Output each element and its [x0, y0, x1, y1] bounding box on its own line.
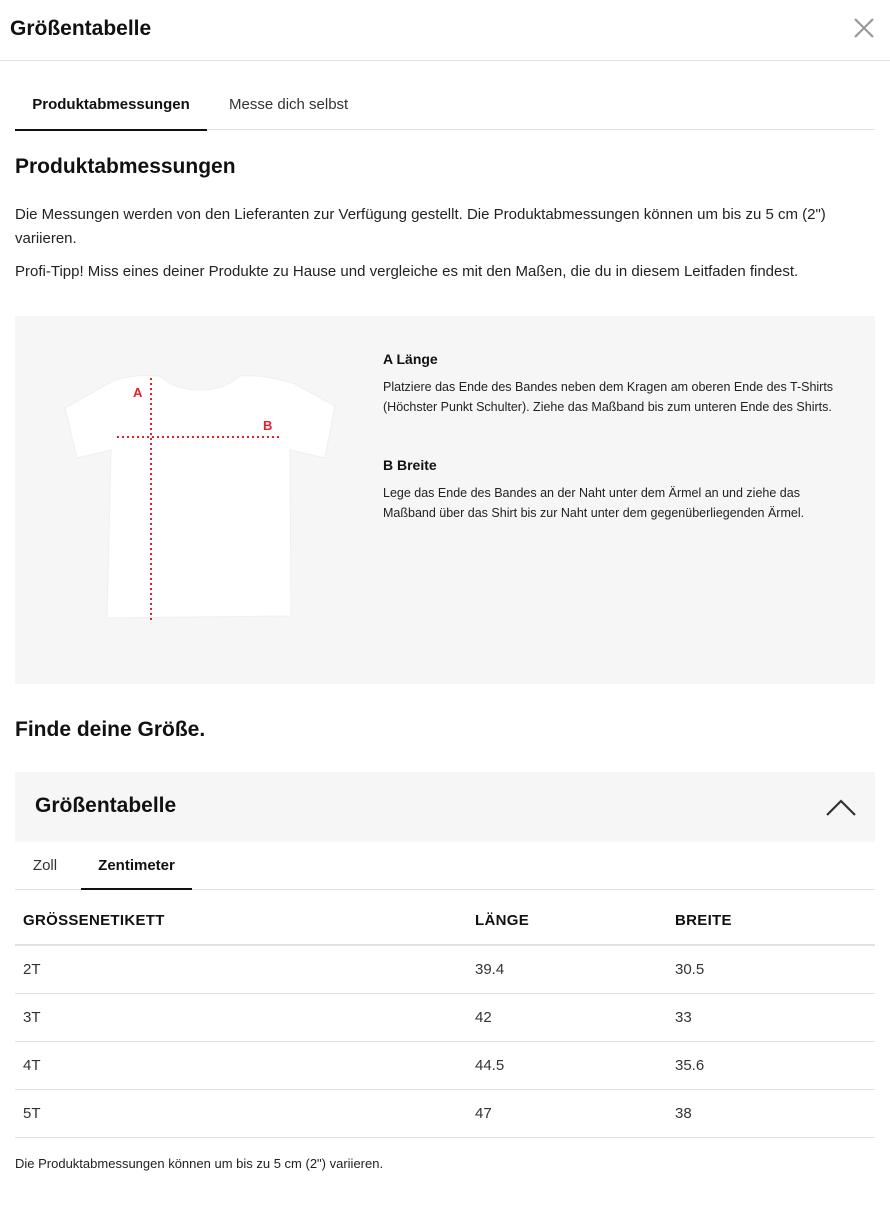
intro-paragraph: Die Messungen werden von den Lieferanten zur Verfügung gestellt. Die Produktabmessungen können um bis zu 5 cm (2") variieren. [15, 206, 826, 247]
header-length: LÄNGE [467, 896, 667, 945]
tab-produktabmessungen[interactable]: Produktabmessungen [15, 85, 207, 131]
table-row [15, 1090, 875, 1138]
measurement-illustration [15, 316, 875, 684]
tab-messe-dich-selbst[interactable]: Messe dich selbst [229, 96, 349, 113]
table-row [15, 945, 875, 994]
tip-paragraph: Profi-Tipp! Miss eines deiner Produkte zu Hause und vergleiche es mit den Maßen, die du in diesem Leitfaden findest. [15, 263, 799, 280]
cell-size: 4T [15, 1042, 467, 1090]
tshirt-diagram [55, 366, 345, 636]
measurement-a-title: A Länge [383, 351, 438, 367]
size-table [15, 896, 875, 1138]
modal-header [0, 0, 890, 61]
cell-width: 30.5 [667, 945, 875, 994]
measurement-a [383, 351, 853, 417]
cell-size: 2T [15, 945, 467, 994]
unit-tabs [15, 843, 875, 890]
cell-size: 5T [15, 1090, 467, 1138]
measurement-b-text: Lege das Ende des Bandes an der Naht unter dem Ärmel an und ziehe das Maßband über das Shirt bis zur Naht unter dem gegenüberliegenden Ärmel. [383, 486, 805, 520]
unit-tab-zoll[interactable]: Zoll [32, 857, 58, 874]
table-row [15, 1042, 875, 1090]
cell-length: 39.4 [467, 945, 667, 994]
tshirt-shape [65, 376, 335, 619]
measurement-b [383, 457, 853, 523]
measurement-b-title: B Breite [383, 457, 437, 473]
chevron-up-icon[interactable] [825, 796, 857, 818]
label-a: A [133, 385, 143, 400]
cell-width: 38 [667, 1090, 875, 1138]
footnote: Die Produktabmessungen können um bis zu 5 cm (2") variieren. [15, 1156, 384, 1171]
accordion-label: Größentabelle [35, 794, 177, 817]
modal-title: Größentabelle [10, 17, 152, 40]
label-b: B [263, 418, 273, 433]
table-header-row [15, 896, 875, 945]
tab-bar [15, 85, 875, 130]
table-row [15, 994, 875, 1042]
cell-size: 3T [15, 994, 467, 1042]
cell-width: 35.6 [667, 1042, 875, 1090]
header-width: BREITE [667, 896, 875, 945]
cell-length: 44.5 [467, 1042, 667, 1090]
cell-width: 33 [667, 994, 875, 1042]
measurement-a-text: Platziere das Ende des Bandes neben dem Kragen am oberen Ende des T-Shirts (Höchster Punkt Schulter). Ziehe das Maßband bis zum unteren Ende des Shirts. [383, 380, 834, 414]
find-size-title: Finde deine Größe. [15, 718, 206, 741]
close-icon[interactable] [852, 16, 876, 40]
unit-tab-zentimeter[interactable]: Zentimeter [81, 843, 192, 890]
cell-length: 42 [467, 994, 667, 1042]
cell-length: 47 [467, 1090, 667, 1138]
header-size-label: GRÖSSENETIKETT [15, 896, 467, 945]
size-table-accordion[interactable] [15, 772, 875, 842]
section-title: Produktabmessungen [15, 155, 236, 178]
